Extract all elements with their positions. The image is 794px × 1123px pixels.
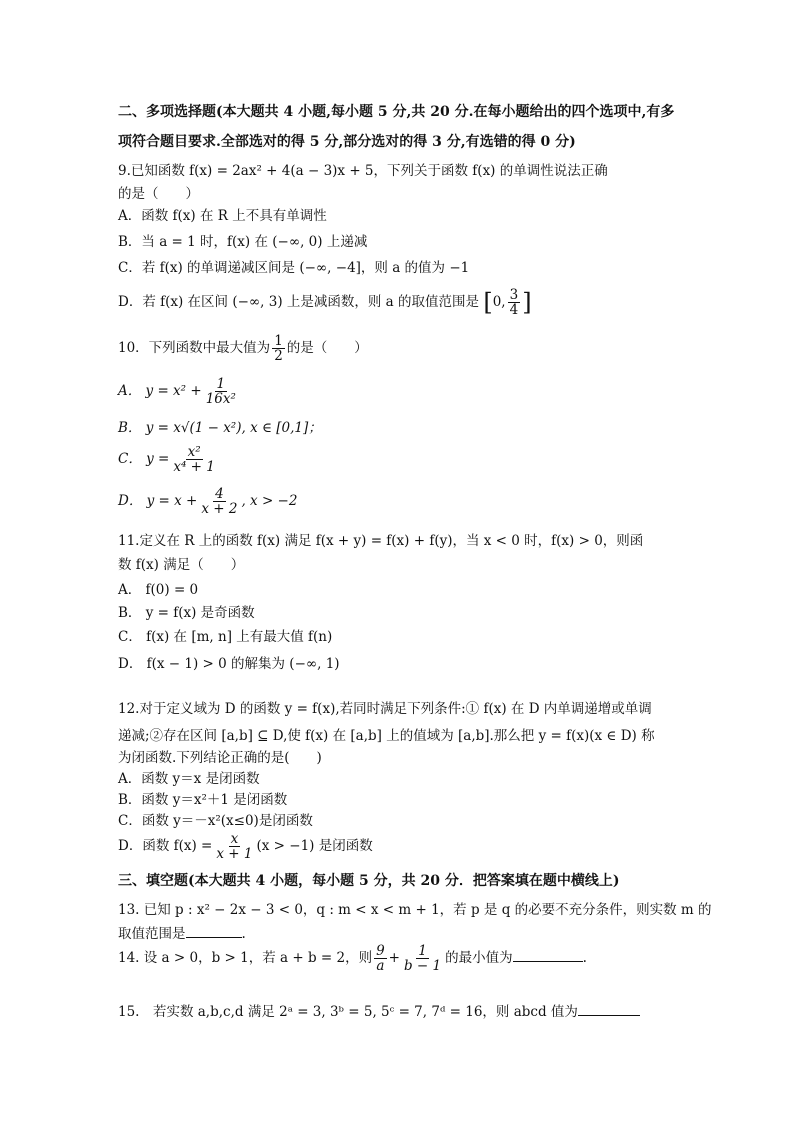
q10-option-c-den: x⁴ + 1	[173, 459, 215, 476]
q10-option-a-den: 16x²	[205, 391, 236, 408]
q10-option-d-den: x + 2	[201, 501, 238, 518]
q12-option-d-fraction	[214, 832, 254, 861]
q14-pre: 14. 设 a > 0，b > 1，若 a + b = 2，则	[118, 950, 373, 967]
section2-heading-line2: 项符合题目要求.全部选对的得 5 分,部分选对的得 3 分,有选错的得 0 分)	[118, 134, 576, 150]
q9-option-d-interval-left: 0,	[492, 294, 506, 311]
q14-fraction2	[402, 944, 443, 973]
q10-option-c-num: x²	[187, 444, 201, 460]
q11-option-d: D． f(x − 1) > 0 的解集为 (−∞, 1)	[118, 656, 340, 672]
q9-option-d-num: 3	[509, 287, 519, 303]
q9-option-d-den: 4	[509, 302, 519, 319]
q10-option-a-num: 1	[216, 376, 226, 392]
q9-stem-line2: 的是（ ）	[118, 186, 199, 202]
q12-option-d-post: (x > −1) 是闭函数	[256, 838, 373, 855]
q10-stem-pre: 10．下列函数中最大值为	[118, 340, 271, 357]
q10-option-d-num: 4	[215, 486, 224, 502]
q13-line2-end: .	[241, 926, 246, 942]
q12-option-d-pre: D．函数 f(x) =	[118, 838, 213, 855]
q12-stem-line1: 12.对于定义域为 D 的函数 y = f(x),若同时满足下列条件:① f(x) 在 D 内单调递增或单调	[118, 701, 652, 717]
q11-option-a: A． f(0) = 0	[118, 582, 199, 598]
q11-option-b: B． y = f(x) 是奇函数	[118, 605, 255, 621]
q14-plus: +	[388, 950, 400, 967]
q11-option-c: C． f(x) 在 [m, n] 上有最大值 f(n)	[118, 629, 333, 645]
q15-answer-blank[interactable]	[578, 1003, 640, 1016]
q13-line2	[118, 925, 246, 942]
q13-line2-text: 取值范围是	[118, 926, 186, 942]
bracket-left: [	[483, 288, 493, 317]
q11-stem-line1: 11.定义在 R 上的函数 f(x) 满足 f(x + y) = f(x) + f(y)，当 x < 0 时，f(x) > 0，则函	[118, 533, 644, 549]
q12-option-d-num: x	[230, 831, 239, 847]
q14-den1: a	[376, 958, 385, 975]
q10-stem-fraction	[272, 334, 285, 363]
q12-stem-line2: 递减;②存在区间 [a,b] ⊆ D,使 f(x) 在 [a,b] 上的值域为 [a,b].那么把 y = f(x)(x ∈ D) 称	[118, 728, 655, 744]
q15-line	[118, 1003, 640, 1020]
q10-option-a-pre: A． y = x² +	[118, 383, 202, 400]
q13-answer-blank[interactable]	[186, 925, 242, 938]
q14-fraction1	[374, 944, 387, 973]
q9-stem-line1: 9.已知函数 f(x) = 2ax² + 4(a − 3)x + 5，下列关于函数 f(x) 的单调性说法正确	[118, 163, 608, 179]
q10-option-c-fraction	[171, 445, 217, 474]
section3-heading: 三、填空题(本大题共 4 小题，每小题 5 分，共 20 分．把答案填在题中横线上)	[118, 873, 620, 889]
q14-num1: 9	[376, 943, 385, 959]
bracket-right: ]	[522, 288, 532, 317]
section2-heading-line1: 二、多项选择题(本大题共 4 小题,每小题 5 分,共 20 分.在每小题给出的四个选项中,有多	[118, 104, 675, 120]
q10-option-d-post: , x > −2	[241, 493, 298, 510]
q10-option-c-pre: C． y =	[118, 451, 170, 468]
q14-post: 的最小值为	[445, 950, 513, 967]
q11-stem-line2: 数 f(x) 满足（ ）	[118, 557, 245, 573]
q9-option-b: B．当 a = 1 时，f(x) 在 (−∞, 0) 上递减	[118, 234, 368, 250]
q10-stem-num: 1	[274, 333, 283, 349]
q10-option-d	[118, 487, 297, 516]
q12-option-d-den: x + 1	[216, 846, 253, 863]
q12-option-c: C．函数 y＝－x²(x≤0)是闭函数	[118, 813, 313, 829]
q10-option-a	[118, 377, 240, 406]
q15-text: 15. 若实数 a,b,c,d 满足 2ᵃ = 3, 3ᵇ = 5, 5ᶜ = 7, 7ᵈ = 16，则 abcd 值为	[118, 1004, 578, 1020]
q14-end: .	[582, 950, 587, 967]
q14-answer-blank[interactable]	[513, 949, 583, 962]
q9-option-a: A．函数 f(x) 在 R 上不具有单调性	[118, 208, 327, 224]
q10-option-a-fraction	[204, 377, 238, 406]
q12-option-d	[118, 832, 373, 861]
q10-stem-den: 2	[274, 348, 283, 365]
q10-stem	[118, 334, 368, 363]
q9-option-d-text: D．若 f(x) 在区间 (−∞, 3) 上是减函数，则 a 的取值范围是	[118, 294, 480, 311]
q9-option-d-fraction	[508, 288, 521, 317]
q10-stem-post: 的是（ ）	[286, 340, 368, 357]
q14-line	[118, 944, 587, 973]
q12-option-b: B．函数 y＝x²＋1 是闭函数	[118, 792, 288, 808]
q14-num2: 1	[418, 943, 427, 959]
q10-option-d-pre: D． y = x +	[118, 493, 198, 510]
q12-stem-line3: 为闭函数.下列结论正确的是( )	[118, 750, 322, 766]
q10-option-b: B． y = x√(1 − x²), x ∈ [0,1]；	[118, 420, 322, 436]
q9-option-c: C．若 f(x) 的单调递减区间是 (−∞, −4]，则 a 的值为 −1	[118, 260, 470, 276]
q12-option-a: A．函数 y＝x 是闭函数	[118, 771, 260, 787]
q10-option-c	[118, 445, 219, 474]
q14-den2: b − 1	[403, 958, 442, 975]
q9-option-d	[118, 288, 532, 317]
q13-line1: 13. 已知 p : x² − 2x − 3 < 0，q : m < x < m + 1，若 p 是 q 的必要不充分条件，则实数 m 的	[118, 902, 712, 918]
q10-option-d-fraction	[199, 487, 239, 516]
